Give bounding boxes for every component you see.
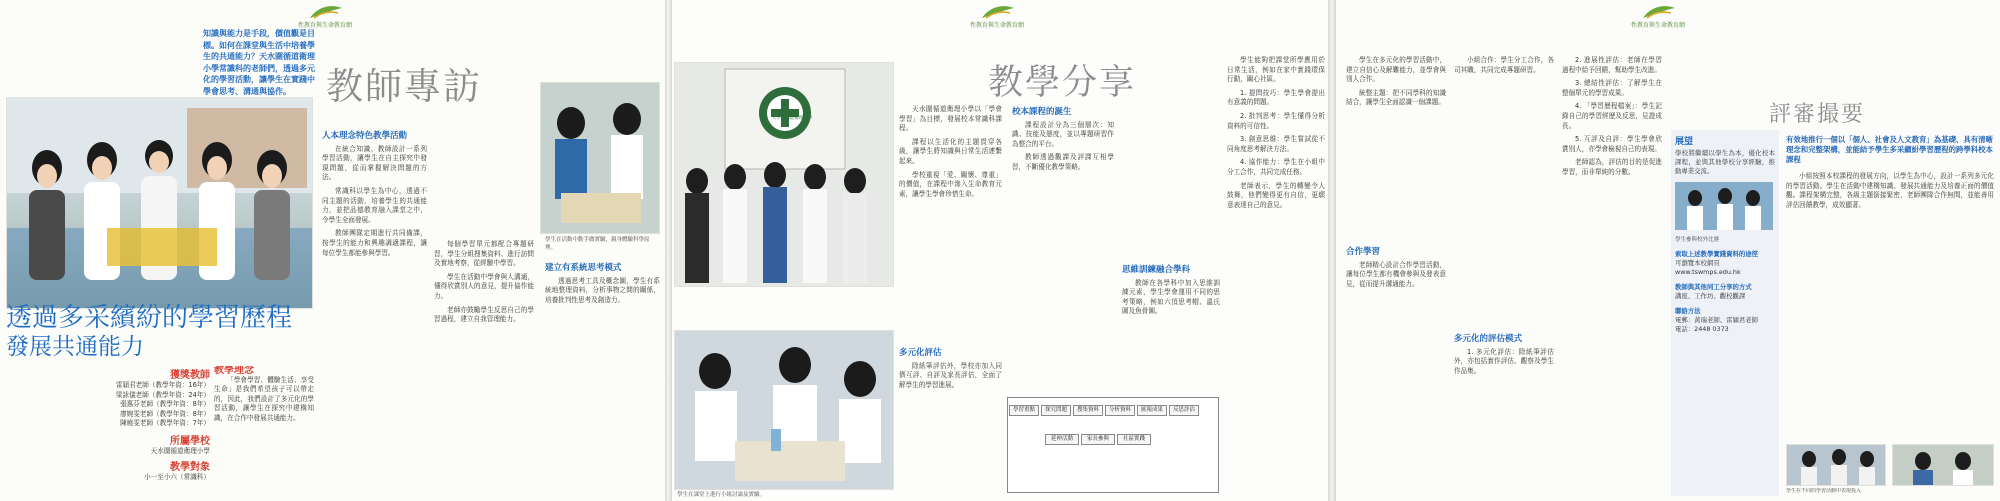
teacher-line: 陳曉雯老師（教學年資：7年） <box>120 419 210 427</box>
school-website-link[interactable]: www.tswmps.edu.hk <box>1675 268 1741 276</box>
photo-caption: 學生在課堂上進行小組討論及實驗。 <box>677 492 766 498</box>
section-title: 教學分享 <box>988 63 1137 103</box>
teacher-line: 雷穎君老師（教學年資：16年） <box>115 381 210 389</box>
paragraph: 學生在活動中學會與人溝通，懂得欣賞別人的意見，提升協作能力。 <box>434 272 534 300</box>
column-heading: 思維訓練融合學科 <box>1122 265 1191 275</box>
paragraph: 除紙筆評估外，學校亦加入同儕互評、自評及家長評估，全面了解學生的學習進展。 <box>899 361 1002 389</box>
article-column-1 <box>1346 56 1446 496</box>
logo-caption: 性教育與生命教育網 <box>1630 22 1685 29</box>
flow-cell: 家長參與 <box>1081 434 1115 445</box>
paragraph: 學校重視「愛、關懷、尊重」的價值，在課程中滲入生命教育元素，讓學生學會珍惜生命。 <box>899 170 1002 198</box>
paragraph: 學生能夠把課堂所學應用於日常生活，例如在家中實踐環保行動，關心社區。 <box>1227 56 1325 84</box>
teacher-line: 梁詠儀老師（教學年資：24年） <box>115 390 210 399</box>
award-photo-illustration <box>1675 182 1773 230</box>
classroom-photo <box>540 82 660 234</box>
sidebar-text: 講座、工作坊、觀校觀課 <box>1675 292 1746 300</box>
paragraph: 4. 「學習歷程檔案」：學生記錄自己的學習經歷及反思，見證成長。 <box>1562 102 1662 130</box>
paragraph: 小組按照本校課程的發展方向，以學生為中心，設計一系列多元化的學習活動。學生在活動中建構知識、發展共通能力及培養正面的價值觀。課程架構完整，各級主題銜接緊密，老師團隊合作無間，並能善用評估回饋教學，成效顯著。 <box>1786 172 1994 209</box>
article-column-3 <box>1562 56 1662 496</box>
paragraph: 在統合知識、教師設計一系列學習活動，讓學生在自主探究中發現問題，從而掌握解決問題的方法。 <box>322 144 427 182</box>
paragraph: 5. 互評及自評：學生學會欣賞別人，亦學會檢視自己的表現。 <box>1562 135 1662 153</box>
paragraph: 學生在多元化的學習活動中，建立自信心及解難能力，並學會與別人合作。 <box>1346 56 1446 84</box>
column-heading: 建立有系統思考模式 <box>545 263 622 273</box>
school-photo-illustration <box>675 63 894 287</box>
article-column-2 <box>1454 56 1554 496</box>
headline-line-1: 透過多采繽紛的學習歷程 <box>6 303 293 333</box>
article-column-1 <box>899 105 1002 340</box>
flow-cell: 匯報成果 <box>1137 405 1167 416</box>
sidebar-text: 電郵：黃瑞老師、雷穎君老師 <box>1675 316 1759 324</box>
learning-flow-table <box>1007 397 1219 493</box>
article-column-4 <box>1227 56 1325 496</box>
teachers-photo-illustration <box>7 98 313 309</box>
students-award-photo <box>1675 182 1773 230</box>
flow-cell: 探究問題 <box>1041 405 1071 416</box>
leaf-logo-icon <box>1637 4 1679 20</box>
paragraph: 每個學習單元都配合專題研習，學生分組搜集資料、進行訪問及實地考察，從經驗中學習。 <box>434 240 534 268</box>
paragraph: 教師透過觀課及評課互相學習，不斷優化教學策略。 <box>1012 153 1114 171</box>
paragraph: 3. 創意思維：學生嘗試從不同角度思考解決方法。 <box>1227 135 1325 153</box>
page-teaching-sharing <box>672 0 1328 501</box>
paragraph: 天水圍循道衛理小學以「學會學習」為目標，發展校本常識科課程。 <box>899 105 1002 133</box>
activity-photo-illustration <box>1787 445 1886 486</box>
paragraph: 1. 多元化評估：除紙筆評估外，亦包括實作評估、觀察及學生作品集。 <box>1454 347 1554 375</box>
students-photo-illustration <box>675 331 894 490</box>
target-label: 教學對象 <box>170 462 210 473</box>
review-heading-block <box>1786 135 1994 165</box>
sidebar-heading: 展望 <box>1675 137 1694 147</box>
paragraph: 教師團隊定期進行共同備課，按學生的能力和興趣調適課程，讓每位學生都能參與學習。 <box>322 229 427 257</box>
concept-block <box>214 366 314 498</box>
paragraph: 老師表示，學生的轉變令人鼓舞，他們變得更有自信，更願意表達自己的意見。 <box>1227 181 1325 209</box>
school-name: 天水圍循道衛理小學 <box>150 446 210 455</box>
paragraph: 4. 協作能力：學生在小組中分工合作，共同完成任務。 <box>1227 158 1325 176</box>
paragraph: 課程設計分為三個層次：知識、技能及態度，並以專題研習作為整合的平台。 <box>1012 120 1114 148</box>
column-heading: 多元化評估 <box>899 348 942 358</box>
paragraph: 2. 批判思考：學生懂得分析資料的可信性。 <box>1227 111 1325 130</box>
logo-caption: 性教育與生命教育網 <box>297 22 352 29</box>
paragraph: 老師亦鼓勵學生反思自己的學習過程，建立自我管理能力。 <box>434 305 534 324</box>
flow-cell: 分析資料 <box>1105 405 1135 416</box>
students-experiment-photo <box>674 330 894 490</box>
page-gutter <box>1328 0 1336 501</box>
school-group-photo <box>674 62 894 287</box>
article-column-1b <box>899 345 1002 495</box>
classroom-photo-illustration <box>541 83 660 234</box>
paragraph: 課程以生活化的主題貫穿各級，讓學生將知識與日常生活連繫起來。 <box>899 137 1002 165</box>
target-value: 小一至小六（常識科） <box>144 473 210 481</box>
brand-logo <box>937 4 1057 30</box>
teachers-label: 獲獎教師 <box>170 370 210 381</box>
activity-photo-illustration <box>1893 445 1994 486</box>
brand-logo <box>1598 4 1718 30</box>
page-teacher-interview <box>0 0 665 501</box>
flow-cell: 學習重點 <box>1009 405 1039 416</box>
column-heading: 多元化的評估模式 <box>1454 334 1523 345</box>
paragraph: 3. 總結性評估：了解學生在整個單元的學習成果。 <box>1562 79 1662 97</box>
concept-text: 「學會學習、體驗生活、享受生命」是我們希望孩子可以帶走的，因此，我們設計了多元化的學習活動，讓學生在探究中建構知識，在合作中發展共通能力。 <box>214 375 314 422</box>
teachers-group-photo <box>6 97 313 309</box>
paragraph: 2. 進展性評估：老師在學習過程中給予回饋，幫助學生改進。 <box>1562 56 1662 74</box>
article-column-2 <box>1012 104 1114 344</box>
sidebar-text: 學校將繼續以學生為本，優化校本課程，並與其他學校分享經驗，推動專業交流。 <box>1675 149 1775 175</box>
section-title: 評審撮要 <box>1769 102 1866 127</box>
flow-cell: 反思評估 <box>1169 405 1199 416</box>
headline-line-2: 發展共通能力 <box>6 334 144 360</box>
paragraph: 常識科以學生為中心，透過不同主題的活動，培養學生的共通能力，並把品德教育融入課堂之中，令學生全面發展。 <box>322 186 427 224</box>
paragraph: 教師在各學科中加入思維訓練元素，學生學會運用不同的思考策略，例如六頂思考帽、溫氏圖及魚骨圖。 <box>1122 278 1220 316</box>
teacher-line: 廖婉雯老師（教學年資：8年） <box>120 409 210 418</box>
leaf-logo-icon <box>976 4 1018 20</box>
logo-caption: 性教育與生命教育網 <box>969 22 1024 29</box>
review-text <box>1786 172 1994 282</box>
activity-photo-2 <box>1892 444 1994 486</box>
article-intro: 知識與能力是手段，價值觀是目標。如何在課堂與生活中培養學生的共通能力？天水圍循道衛理小學常識科的老師們，透過多元化的學習活動，讓學生在實踐中學會思考、溝通與協作。 <box>203 29 315 96</box>
article-column-3 <box>545 260 660 496</box>
column-heading: 合作學習 <box>1346 246 1381 257</box>
paragraph: 老師精心設計合作學習活動，讓每位學生都有機會參與及發表意見，從而提升溝通能力。 <box>1346 260 1446 288</box>
column-heading: 人本理念特色教學活動 <box>322 131 408 141</box>
sidebar-heading: 索取上述教學實踐資料的途徑 <box>1675 250 1759 258</box>
flow-row <box>1008 433 1218 446</box>
sidebar-heading: 教師與其他同工分享的方式 <box>1675 283 1752 291</box>
teacher-line: 張惠芬老師（教學年資：8年） <box>120 400 210 408</box>
paragraph: 1. 提問技巧：學生學會提出有意義的問題。 <box>1227 88 1325 107</box>
column-heading: 校本課程的誕生 <box>1012 107 1072 117</box>
paragraph: 老師認為，評估的目的是促進學習，而非單純的分數。 <box>1562 158 1662 176</box>
photo-caption: 學生參與校外比賽 <box>1675 237 1720 243</box>
review-heading: 有效地推行一個以「個人、社會及人文教育」為基礎、具有清晰理念和完整架構，並能結予學生多采繽紛學習歷程的跨學科校本課程 <box>1786 135 1993 164</box>
credits-block <box>60 366 210 483</box>
flow-cell: 社區實踐 <box>1117 434 1151 445</box>
sidebar-heading: 聯絡方法 <box>1675 307 1701 315</box>
brand-logo <box>265 4 385 30</box>
paragraph: 統整主題：把不同學科的知識結合，讓學生全面認識一個課題。 <box>1346 88 1446 107</box>
page-review-summary <box>1336 0 2000 501</box>
activity-photo-1 <box>1786 444 1886 486</box>
flow-row <box>1008 404 1218 417</box>
flow-cell: 延伸活動 <box>1045 434 1079 445</box>
leaf-logo-icon <box>304 4 346 20</box>
flow-cell: 搜集資料 <box>1073 405 1103 416</box>
concept-label: 教學理念 <box>214 366 254 376</box>
school-sign-text: 天水圍循道衛理小學 <box>771 116 813 121</box>
school-label: 所屬學校 <box>170 435 210 447</box>
article-column-3 <box>1122 56 1220 391</box>
page-gutter <box>665 0 672 501</box>
article-column-1 <box>322 128 427 496</box>
info-sidebar <box>1671 130 1779 496</box>
article-column-2 <box>434 240 534 496</box>
paragraph: 透過思考工具及概念圖，學生有系統地整理資料，分析事物之間的關係，培養批判性思考及創造力。 <box>545 276 660 304</box>
paragraph: 小組合作：學生分工合作，各司其職，共同完成專題研習。 <box>1454 56 1554 74</box>
photo-caption: 學生在活動中動手做實驗，親身體驗科學原理。 <box>545 237 650 251</box>
sidebar-text: 可瀏覽本校網頁 <box>1675 259 1720 267</box>
contact-phone: 電話：2448 0373 <box>1675 325 1729 333</box>
section-title: 教師專訪 <box>326 65 482 108</box>
photo-caption: 學生在不同的學習活動中表現投入 <box>1786 488 1862 494</box>
